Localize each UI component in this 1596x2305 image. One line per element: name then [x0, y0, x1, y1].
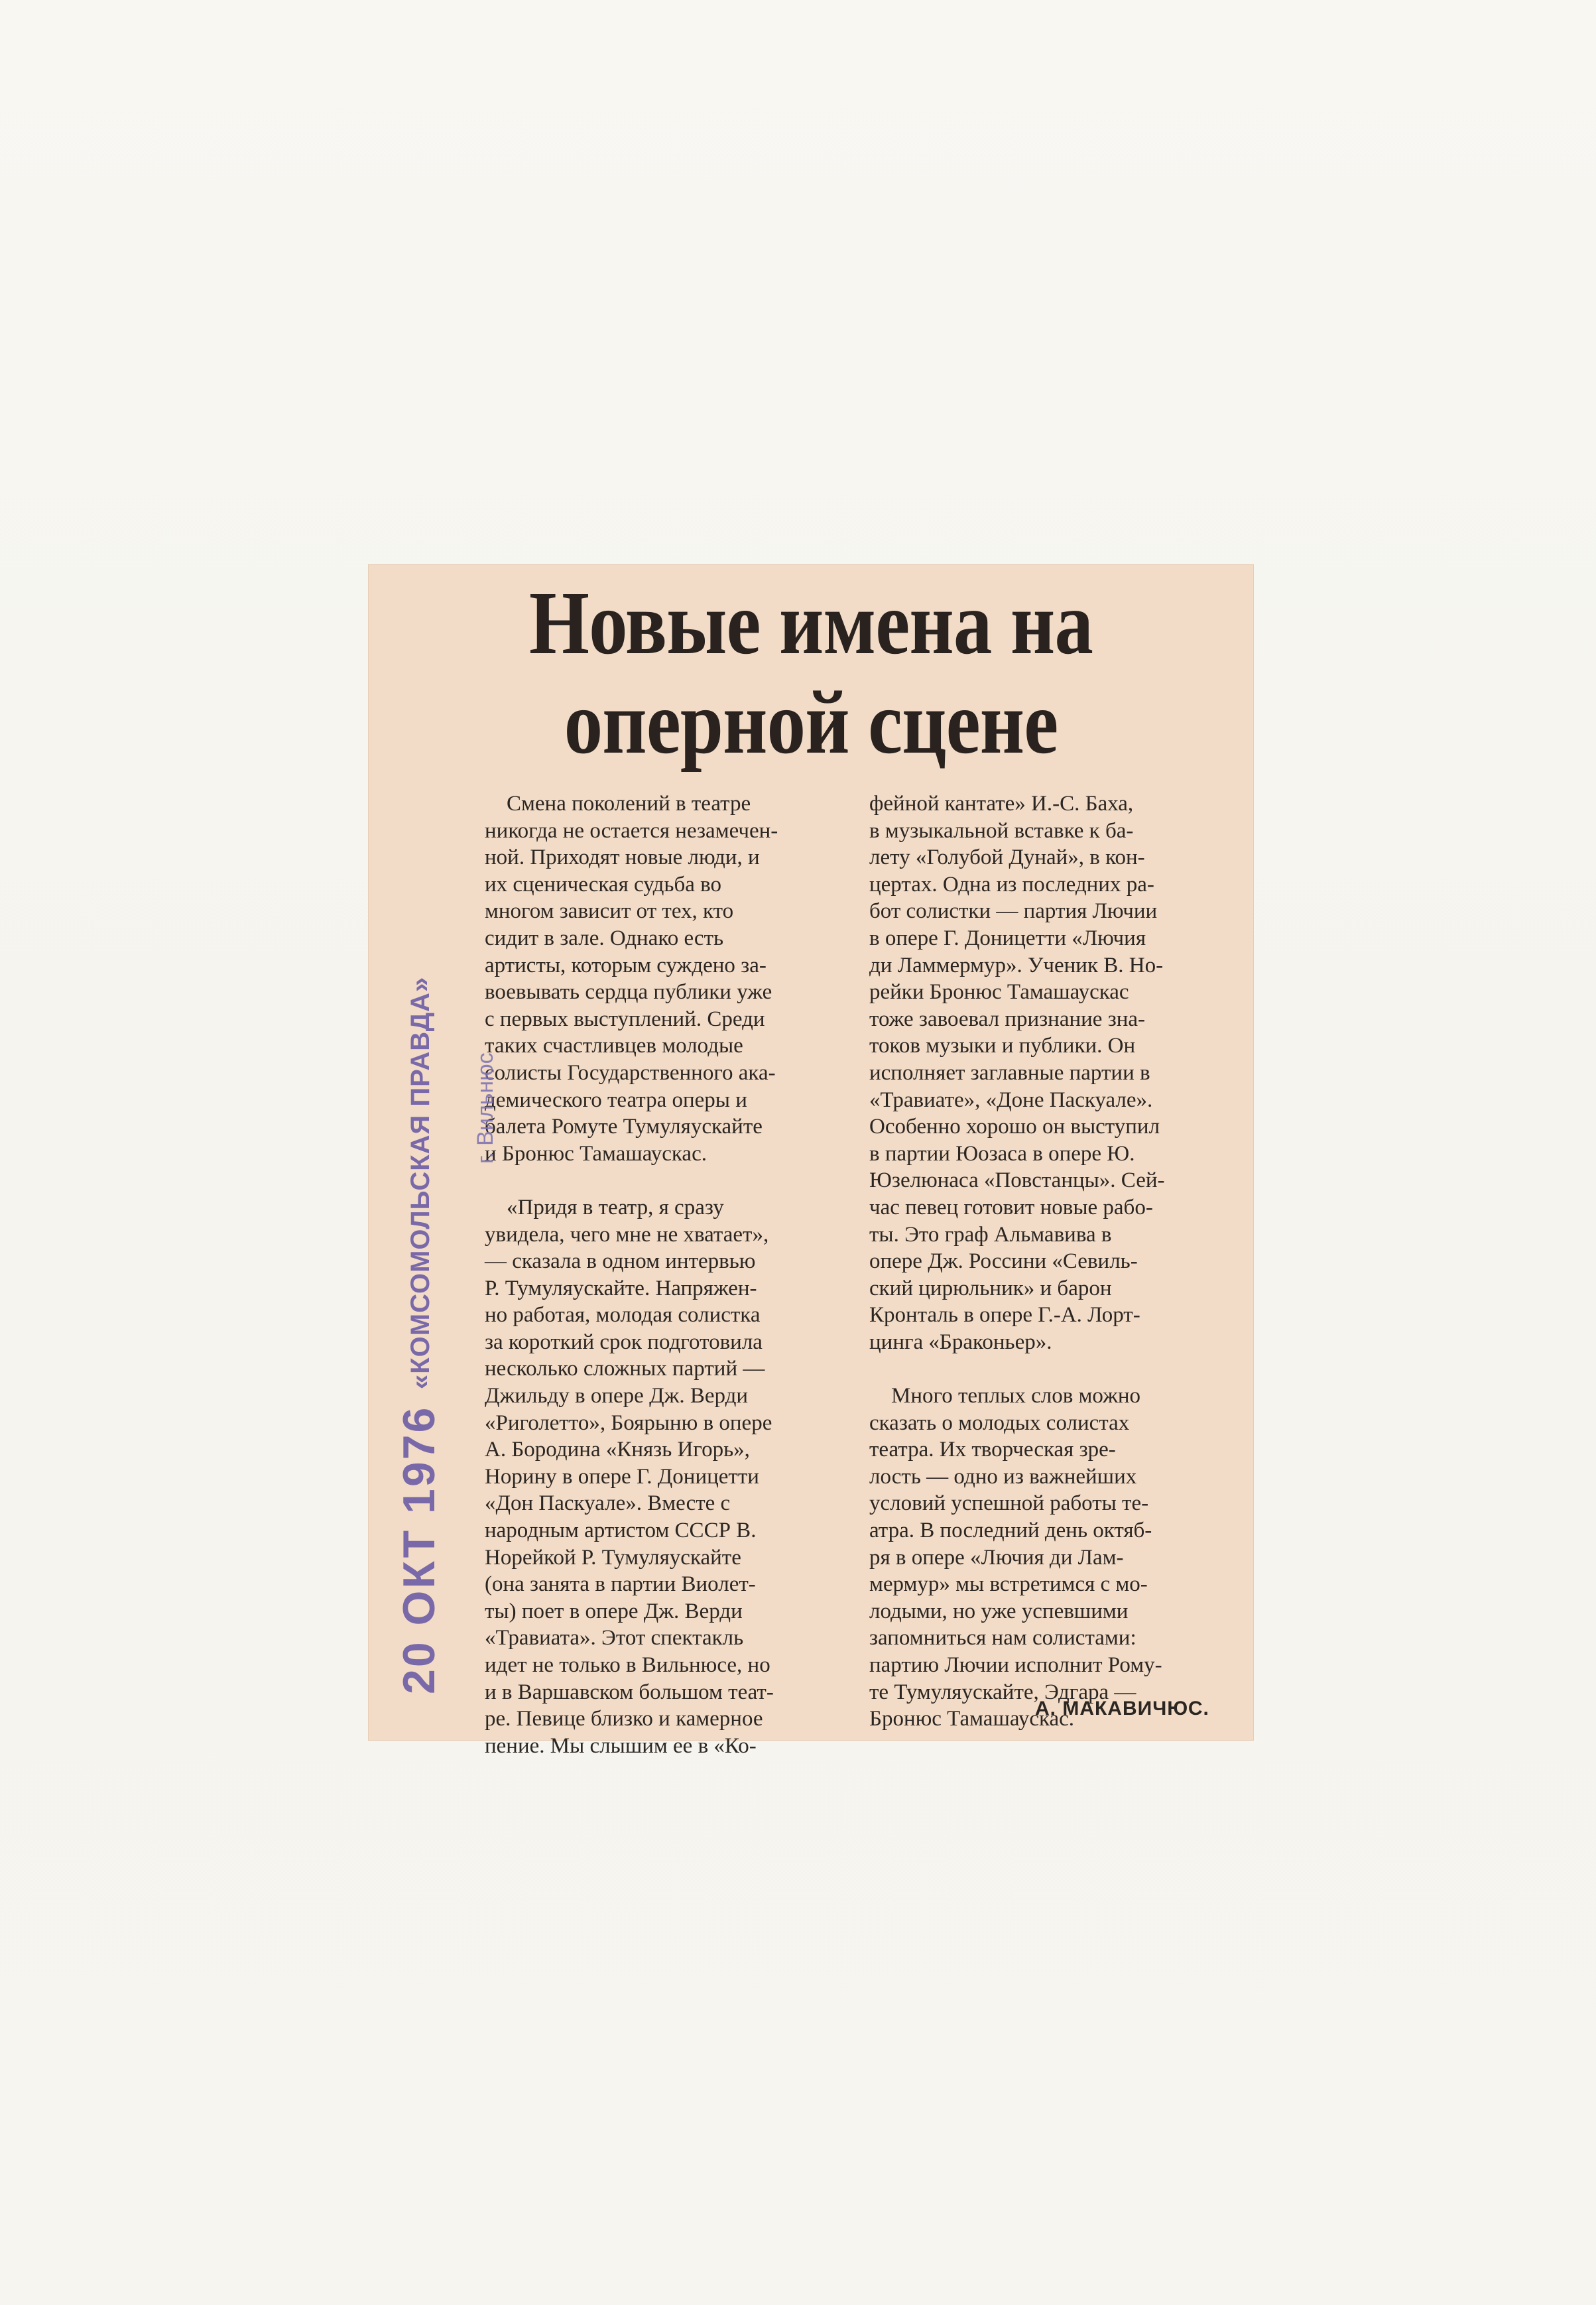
- article-line: условий успешной работы те-: [869, 1491, 1149, 1516]
- article-line: Бронюс Тамашаускас.: [869, 1707, 1075, 1731]
- article-line: запомниться нам солистами:: [869, 1626, 1136, 1651]
- date-stamp: 20 ОКТ 1976: [394, 1405, 444, 1694]
- article-line: «Придя в театр, я сразу: [485, 1195, 724, 1219]
- article-line: и в Варшавском большом теат-: [485, 1680, 774, 1704]
- article-line: Много теплых слов можно: [869, 1384, 1141, 1408]
- article-line: (она занята в партии Виолет-: [485, 1572, 756, 1597]
- article-line: фейной кантате» И.-С. Баха,: [869, 792, 1134, 816]
- article-line: бот солистки — партия Лючии: [869, 899, 1158, 924]
- article-line: цертах. Одна из последних ра-: [869, 872, 1154, 897]
- article-line: исполняет заглавные партии в: [869, 1060, 1150, 1085]
- article-line: Норину в опере Г. Доницетти: [485, 1464, 759, 1489]
- article-line: токов музыки и публики. Он: [869, 1034, 1136, 1058]
- article-line: в партии Юозаса в опере Ю.: [869, 1141, 1135, 1166]
- article-line: ди Ламмермур». Ученик В. Но-: [869, 953, 1164, 977]
- article-line: тоже завоевал признание зна-: [869, 1007, 1146, 1031]
- headline-line-2: оперной сцене: [564, 673, 1058, 773]
- article-line: партию Лючии исполнит Рому-: [869, 1653, 1162, 1677]
- city-stamp: г. Вильнюс: [473, 1052, 498, 1164]
- article-line: — сказала в одном интервью: [485, 1249, 756, 1274]
- article-line: таких счастливцев молодые: [485, 1034, 743, 1058]
- author-signature: А. МАКАВИЧЮС.: [1035, 1698, 1209, 1719]
- article-line: идет не только в Вильнюсе, но: [485, 1653, 770, 1677]
- article-line: ский цирюльник» и барон: [869, 1276, 1112, 1300]
- article-line: и Бронюс Тамашаускас.: [485, 1141, 707, 1166]
- article-line: атра. В последний день октяб-: [869, 1519, 1152, 1543]
- article-line: ты) поет в опере Дж. Верди: [485, 1599, 743, 1623]
- article-line: Смена поколений в театре: [485, 792, 751, 816]
- article-line: народным артистом СССР В.: [485, 1519, 757, 1543]
- article-line: [869, 1355, 1227, 1383]
- article-line: в музыкальной вставке к ба-: [869, 818, 1134, 843]
- article-line: пение. Мы слышим ее в «Ко-: [485, 1733, 757, 1758]
- article-line: Кронталь в опере Г.-А. Лорт-: [869, 1303, 1140, 1328]
- article-left-column: [485, 790, 846, 1759]
- article-line: лость — одно из важнейших: [869, 1464, 1137, 1489]
- article-line: балета Ромуте Тумуляускайте: [485, 1115, 763, 1139]
- article-line: за короткий срок подготовила: [485, 1330, 763, 1354]
- article-line: те Тумуляускайте, Эдгара —: [869, 1680, 1136, 1704]
- article-line: многом зависит от тех, кто: [485, 899, 734, 924]
- article-line: Особенно хорошо он выступил: [869, 1115, 1160, 1139]
- article-line: «Дон Паскуале». Вместе с: [485, 1491, 731, 1516]
- article-line: мермур» мы встретимся с мо-: [869, 1572, 1148, 1597]
- article-right-column: [869, 790, 1227, 1733]
- article-line: никогда не остается незамечен-: [485, 818, 778, 843]
- newspaper-clipping: [369, 565, 1253, 1758]
- article-line: сказать о молодых солистах: [869, 1410, 1130, 1435]
- article-line: их сценическая судьба во: [485, 872, 722, 897]
- article-line: «Травиате», «Доне Паскуале».: [869, 1088, 1153, 1112]
- article-line: лету «Голубой Дунай», в кон-: [869, 845, 1145, 870]
- article-line: [485, 1167, 846, 1194]
- article-line: с первых выступлений. Среди: [485, 1007, 765, 1031]
- article-line: ной. Приходят новые люди, и: [485, 845, 760, 870]
- article-line: ты. Это граф Альмавива в: [869, 1222, 1112, 1247]
- article-line: в опере Г. Доницетти «Лючия: [869, 926, 1146, 950]
- article-line: увидела, чего мне не хватает»,: [485, 1222, 769, 1247]
- article-line: рейки Бронюс Тамашаускас: [869, 980, 1129, 1005]
- article-line: лодыми, но уже успевшими: [869, 1599, 1129, 1623]
- article-line: сидит в зале. Однако есть: [485, 926, 724, 950]
- article-line: воевывать сердца публики уже: [485, 980, 772, 1005]
- article-line: Норейкой Р. Тумуляускайте: [485, 1545, 741, 1570]
- headline-line-1: Новые имена на: [528, 574, 1093, 673]
- article-line: А. Бородина «Князь Игорь»,: [485, 1438, 750, 1462]
- article-line: ря в опере «Лючия ди Лам-: [869, 1545, 1124, 1570]
- article-line: Джильду в опере Дж. Верди: [485, 1384, 749, 1408]
- article-line: Юзелюнаса «Повстанцы». Сей-: [869, 1168, 1165, 1193]
- article-line: артисты, которым суждено за-: [485, 953, 767, 977]
- article-line: но работая, молодая солистка: [485, 1303, 761, 1328]
- article-line: Р. Тумуляускайте. Напряжен-: [485, 1276, 757, 1300]
- article-line: опере Дж. Россини «Севиль-: [869, 1249, 1138, 1274]
- article-line: несколько сложных партий —: [485, 1357, 765, 1381]
- article-line: час певец готовит новые рабо-: [869, 1195, 1153, 1219]
- article-line: цинга «Браконьер».: [869, 1330, 1052, 1354]
- article-line: театра. Их творческая зре-: [869, 1438, 1116, 1462]
- article-line: демического театра оперы и: [485, 1088, 747, 1112]
- article-line: «Риголетто», Боярыню в опере: [485, 1410, 772, 1435]
- article-line: ре. Певице близко и камерное: [485, 1707, 763, 1731]
- article-line: «Травиата». Этот спектакль: [485, 1626, 744, 1651]
- article-line: солисты Государственного ака-: [485, 1060, 776, 1085]
- newspaper-name-stamp: «КОМСОМОЛЬСКАЯ ПРАВДА»: [406, 976, 435, 1389]
